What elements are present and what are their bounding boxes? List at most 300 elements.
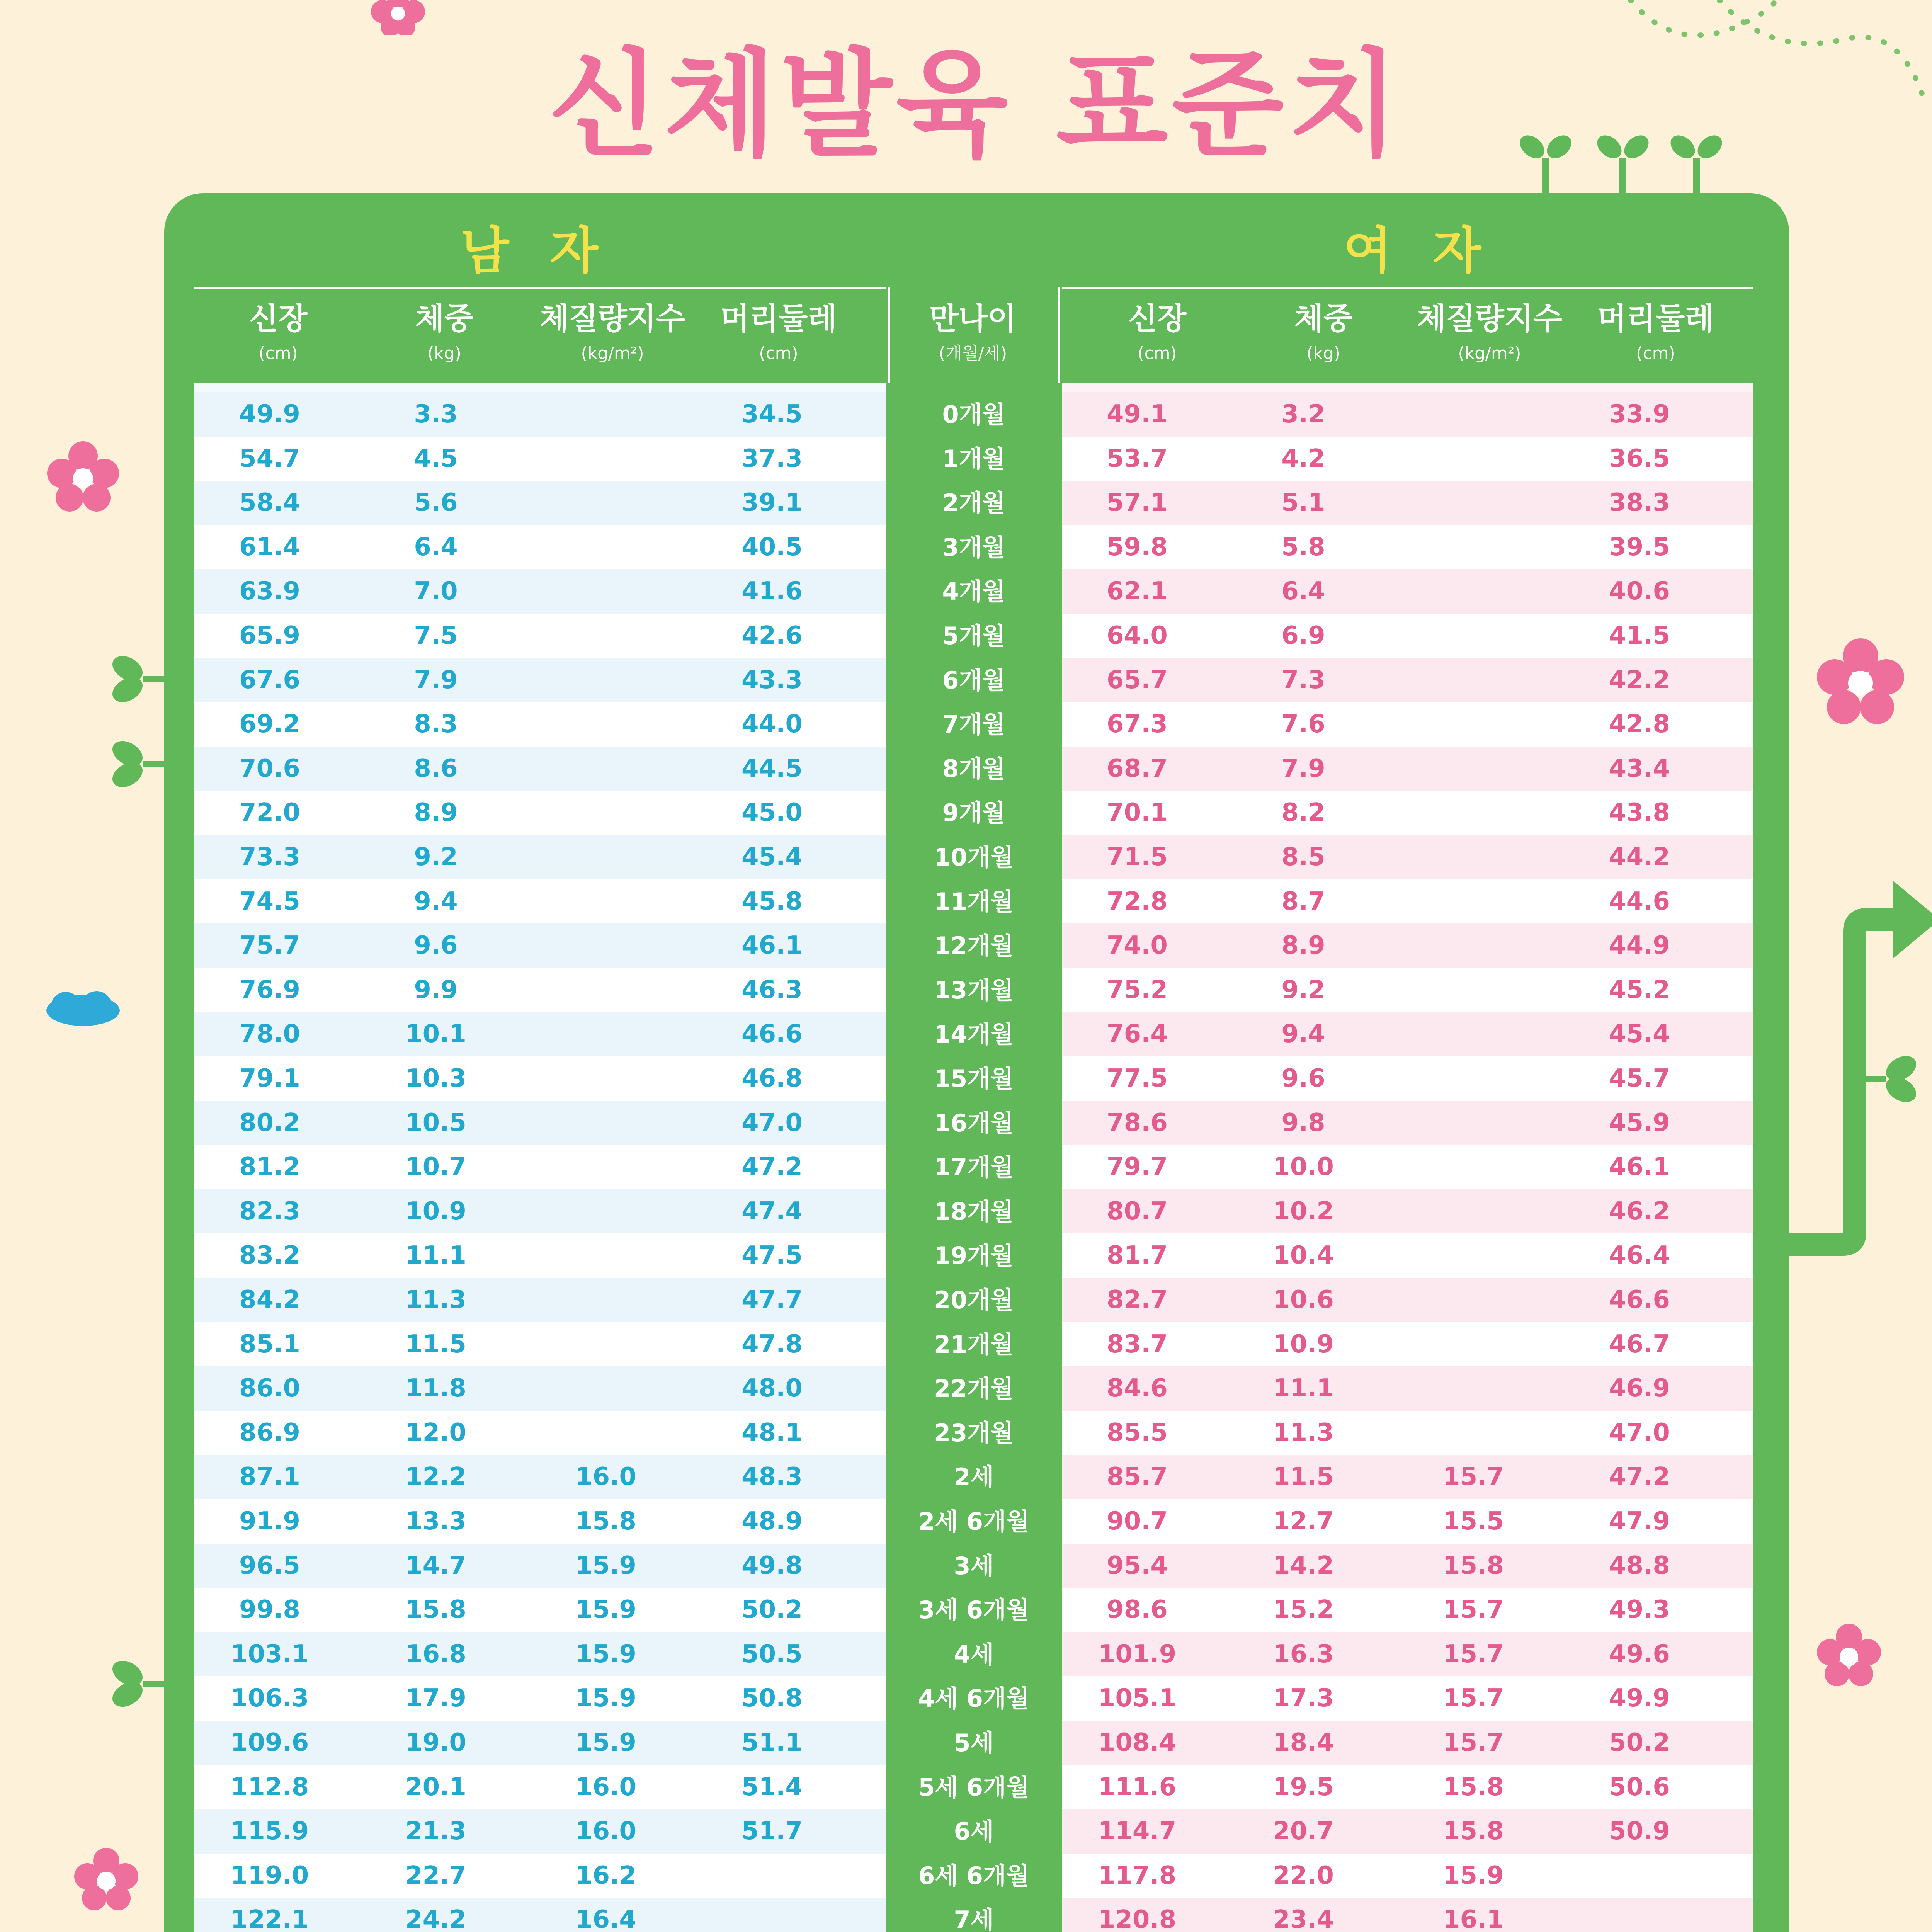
female-cell-weight: 11.1 — [1273, 1374, 1334, 1403]
female-table-row — [1062, 1233, 1753, 1278]
female-cell-bmi — [1406, 569, 1541, 614]
age-label: 0개월 — [942, 400, 1005, 429]
age-label: 5개월 — [942, 622, 1005, 650]
female-cell-head-circumference — [1572, 1854, 1707, 1898]
female-cell-head-circumference: 47.9 — [1609, 1507, 1670, 1536]
male-cell-head-circumference — [704, 1898, 840, 1932]
male-cell-weight: 15.8 — [405, 1595, 466, 1624]
female-cell-weight: 4.2 — [1281, 444, 1325, 473]
female-cell-height: 80.7 — [1107, 1197, 1168, 1226]
female-cell-weight: 5.8 — [1281, 532, 1325, 561]
female-header-bmi — [1412, 298, 1567, 367]
female-table-row — [1062, 1101, 1753, 1145]
female-cell-bmi — [1406, 1101, 1541, 1145]
female-cell-weight: 11.3 — [1273, 1418, 1334, 1447]
male-cell-height: 49.9 — [239, 400, 300, 429]
female-table-row — [1062, 1366, 1753, 1411]
male-cell-bmi — [538, 1411, 673, 1455]
female-cell-bmi — [1406, 658, 1541, 702]
male-cell-head-circumference: 46.6 — [742, 1020, 803, 1049]
female-cell-bmi: 15.7 — [1443, 1728, 1504, 1757]
male-cell-head-circumference: 50.2 — [742, 1595, 803, 1624]
female-cell-height: 68.7 — [1107, 754, 1168, 783]
female-cell-bmi — [1406, 879, 1541, 924]
male-table-row — [194, 481, 886, 525]
male-cell-head-circumference: 48.1 — [742, 1418, 803, 1447]
male-table-row — [194, 1588, 886, 1632]
female-cell-height: 75.2 — [1107, 975, 1168, 1004]
female-cell-head-circumference: 38.3 — [1609, 488, 1670, 517]
male-cell-head-circumference: 43.3 — [742, 665, 803, 694]
age-label: 2세 — [954, 1463, 994, 1492]
male-cell-bmi — [538, 1233, 673, 1278]
header-label: 머리둘레 — [720, 301, 837, 336]
female-cell-bmi — [1406, 614, 1541, 658]
female-cell-weight: 18.4 — [1273, 1728, 1334, 1757]
female-cell-head-circumference: 39.5 — [1609, 532, 1670, 561]
female-table-row — [1062, 747, 1753, 791]
female-cell-bmi: 15.7 — [1443, 1684, 1504, 1713]
header-label: 체질량지수 — [1417, 301, 1563, 336]
age-label: 13개월 — [934, 976, 1014, 1004]
age-label: 10개월 — [934, 843, 1014, 871]
male-cell-head-circumference: 47.2 — [742, 1153, 803, 1182]
male-cell-bmi — [538, 1012, 673, 1056]
male-cell-head-circumference: 49.8 — [742, 1551, 803, 1580]
female-cell-bmi — [1406, 1322, 1541, 1367]
female-cell-bmi: 15.5 — [1443, 1507, 1504, 1536]
female-cell-bmi: 15.8 — [1443, 1772, 1504, 1801]
female-cell-weight: 22.0 — [1273, 1861, 1334, 1890]
male-cell-bmi — [538, 923, 673, 968]
female-header-divider — [1062, 287, 1753, 289]
male-cell-height: 82.3 — [239, 1197, 300, 1226]
female-cell-head-circumference: 41.5 — [1609, 621, 1670, 650]
male-cell-head-circumference: 34.5 — [742, 400, 803, 429]
male-cell-weight: 11.5 — [405, 1330, 466, 1359]
male-cell-weight: 9.9 — [414, 975, 458, 1004]
female-cell-height: 101.9 — [1098, 1639, 1177, 1668]
female-cell-height: 59.8 — [1107, 532, 1168, 561]
female-cell-head-circumference — [1572, 1898, 1707, 1932]
female-table-row — [1062, 835, 1753, 879]
male-table-row — [194, 835, 886, 879]
male-table-row — [194, 923, 886, 968]
header-unit: (kg) — [427, 344, 461, 363]
sprout-icons — [1507, 128, 1739, 197]
male-cell-height: 67.6 — [239, 665, 300, 694]
female-cell-height: 83.7 — [1107, 1330, 1168, 1359]
male-cell-height: 87.1 — [239, 1463, 300, 1492]
flower-icon — [73, 1847, 139, 1913]
male-table-row — [194, 1101, 886, 1145]
male-cell-height: 86.0 — [239, 1374, 300, 1403]
male-cell-bmi — [538, 747, 673, 791]
male-cell-bmi — [538, 392, 673, 437]
male-cell-height: 84.2 — [239, 1286, 300, 1314]
female-cell-weight: 7.6 — [1281, 710, 1325, 739]
female-cell-height: 105.1 — [1098, 1684, 1177, 1713]
female-cell-weight: 11.5 — [1273, 1463, 1334, 1492]
female-table-row — [1062, 437, 1753, 481]
male-cell-weight: 7.5 — [414, 621, 458, 650]
female-cell-weight: 8.5 — [1281, 843, 1325, 871]
female-cell-head-circumference: 46.7 — [1609, 1330, 1670, 1359]
male-table-row — [194, 1765, 886, 1810]
female-cell-bmi — [1406, 1145, 1541, 1189]
sprout-left-icons — [104, 641, 166, 1723]
female-cell-head-circumference: 49.9 — [1609, 1684, 1670, 1713]
male-header-bmi — [535, 298, 690, 367]
female-cell-weight: 17.3 — [1273, 1684, 1334, 1713]
female-cell-bmi — [1406, 481, 1541, 525]
female-table-row — [1062, 1632, 1753, 1677]
female-cell-weight: 10.2 — [1273, 1197, 1334, 1226]
female-table-row — [1062, 481, 1753, 525]
male-cell-weight: 20.1 — [405, 1772, 466, 1801]
male-cell-weight: 12.0 — [405, 1418, 466, 1447]
male-cell-head-circumference: 39.1 — [742, 488, 803, 517]
header-unit: (kg/m²) — [581, 344, 644, 363]
female-cell-bmi — [1406, 525, 1541, 570]
age-label: 6세 — [954, 1817, 994, 1846]
male-cell-weight: 3.3 — [414, 400, 458, 429]
flower-icon — [1816, 1623, 1882, 1689]
male-cell-bmi — [538, 835, 673, 879]
male-cell-head-circumference: 45.4 — [742, 843, 803, 871]
female-cell-head-circumference: 46.9 — [1609, 1374, 1670, 1403]
female-cell-weight: 9.6 — [1281, 1064, 1325, 1093]
female-cell-weight: 8.2 — [1281, 798, 1325, 827]
female-cell-height: 85.5 — [1107, 1418, 1168, 1447]
male-cell-height: 115.9 — [230, 1817, 309, 1846]
female-cell-head-circumference: 46.2 — [1609, 1197, 1670, 1226]
male-cell-bmi — [538, 1189, 673, 1234]
male-cell-height: 99.8 — [239, 1595, 300, 1624]
female-header-head-circumference — [1578, 298, 1733, 367]
male-table-row — [194, 1233, 886, 1278]
age-label: 17개월 — [934, 1153, 1014, 1182]
male-cell-bmi: 15.8 — [575, 1507, 636, 1536]
male-cell-height: 119.0 — [230, 1861, 309, 1890]
flower-icon — [371, 0, 425, 35]
male-table-row — [194, 1145, 886, 1189]
male-cell-height: 112.8 — [230, 1772, 309, 1801]
female-cell-head-circumference: 45.7 — [1609, 1064, 1670, 1093]
male-cell-head-circumference: 47.7 — [742, 1286, 803, 1314]
male-cell-height: 83.2 — [239, 1241, 300, 1270]
female-cell-head-circumference: 47.2 — [1609, 1463, 1670, 1492]
male-cell-height: 106.3 — [230, 1684, 309, 1713]
male-cell-head-circumference: 50.8 — [742, 1684, 803, 1713]
male-cell-weight: 21.3 — [405, 1817, 466, 1846]
male-cell-height: 81.2 — [239, 1153, 300, 1182]
male-table-row — [194, 392, 886, 437]
male-table-row — [194, 879, 886, 924]
female-cell-head-circumference: 49.6 — [1609, 1639, 1670, 1668]
female-cell-weight: 19.5 — [1273, 1772, 1334, 1801]
female-cell-bmi — [1406, 392, 1541, 437]
female-cell-head-circumference: 47.0 — [1609, 1418, 1670, 1447]
female-cell-height: 67.3 — [1107, 710, 1168, 739]
male-cell-height: 75.7 — [239, 931, 300, 960]
male-cell-weight: 24.2 — [405, 1905, 466, 1932]
female-cell-weight: 6.9 — [1281, 621, 1325, 650]
male-header-head-circumference — [701, 298, 856, 367]
age-label: 16개월 — [934, 1109, 1014, 1137]
female-header-height — [1080, 298, 1235, 367]
female-table-row — [1062, 968, 1753, 1012]
male-cell-bmi — [538, 525, 673, 570]
female-cell-head-circumference: 45.4 — [1609, 1020, 1670, 1049]
male-table-row — [194, 1676, 886, 1721]
male-cell-bmi: 15.9 — [575, 1551, 636, 1580]
male-table-row — [194, 1411, 886, 1455]
male-table-row — [194, 791, 886, 835]
female-cell-bmi: 15.7 — [1443, 1595, 1504, 1624]
male-cell-height: 76.9 — [239, 975, 300, 1004]
male-cell-weight: 7.0 — [414, 577, 458, 606]
male-cell-bmi — [538, 437, 673, 481]
female-cell-head-circumference: 48.8 — [1609, 1551, 1670, 1580]
female-cell-height: 49.1 — [1107, 400, 1168, 429]
male-cell-height: 58.4 — [239, 488, 300, 517]
female-cell-height: 84.6 — [1107, 1374, 1168, 1403]
female-cell-bmi — [1406, 1366, 1541, 1411]
age-label: 3세 — [954, 1551, 994, 1580]
female-table-row — [1062, 702, 1753, 747]
male-cell-height: 80.2 — [239, 1108, 300, 1137]
male-cell-height: 79.1 — [239, 1064, 300, 1093]
male-table-row — [194, 968, 886, 1012]
female-cell-head-circumference: 49.3 — [1609, 1595, 1670, 1624]
male-cell-head-circumference: 37.3 — [742, 444, 803, 473]
header-label: 체질량지수 — [539, 301, 685, 336]
age-label: 6개월 — [942, 666, 1005, 694]
female-table-row — [1062, 1189, 1753, 1234]
age-label: 5세 — [954, 1729, 994, 1757]
female-cell-height: 74.0 — [1107, 931, 1168, 960]
female-cell-bmi — [1406, 1233, 1541, 1278]
female-cell-weight: 10.0 — [1273, 1153, 1334, 1182]
female-cell-head-circumference: 44.6 — [1609, 887, 1670, 916]
male-cell-bmi — [538, 481, 673, 525]
female-table-row — [1062, 791, 1753, 835]
male-cell-bmi: 15.9 — [575, 1728, 636, 1757]
male-table-row — [194, 1809, 886, 1854]
age-label: 21개월 — [934, 1330, 1014, 1359]
female-cell-height: 82.7 — [1107, 1286, 1168, 1314]
age-label: 1개월 — [942, 444, 1005, 473]
male-cell-height: 91.9 — [239, 1507, 300, 1536]
male-cell-bmi — [538, 702, 673, 747]
female-cell-weight: 3.2 — [1281, 400, 1325, 429]
header-label: 머리둘레 — [1597, 301, 1714, 336]
male-cell-bmi: 16.0 — [575, 1817, 636, 1846]
female-cell-height: 71.5 — [1107, 843, 1168, 871]
age-label: 3세 6개월 — [918, 1596, 1029, 1624]
header-label: 체중 — [415, 301, 474, 336]
male-cell-bmi: 15.9 — [575, 1595, 636, 1624]
female-cell-height: 76.4 — [1107, 1020, 1168, 1049]
female-table-row — [1062, 1765, 1753, 1810]
age-label: 5세 6개월 — [918, 1773, 1029, 1801]
female-cell-head-circumference: 46.6 — [1609, 1286, 1670, 1314]
male-cell-height: 109.6 — [230, 1728, 309, 1757]
dotted-swirl-decoration — [1623, 0, 1932, 116]
male-header-divider — [194, 287, 886, 289]
male-table-row — [194, 1278, 886, 1322]
female-table-row — [1062, 1145, 1753, 1189]
age-column-divider-right — [1058, 287, 1060, 383]
male-cell-weight: 10.7 — [405, 1153, 466, 1182]
female-table-row — [1062, 614, 1753, 658]
age-label: 19개월 — [934, 1242, 1014, 1270]
female-cell-height: 78.6 — [1107, 1108, 1168, 1137]
female-table-row — [1062, 1056, 1753, 1101]
female-cell-head-circumference: 33.9 — [1609, 400, 1670, 429]
header-unit: (cm) — [1636, 344, 1675, 363]
female-cell-bmi — [1406, 835, 1541, 879]
male-table-row — [194, 614, 886, 658]
female-cell-bmi — [1406, 1189, 1541, 1234]
male-table-row — [194, 1189, 886, 1234]
female-cell-height: 90.7 — [1107, 1507, 1168, 1536]
age-label: 3개월 — [942, 533, 1005, 561]
header-label: 신장 — [1128, 301, 1187, 336]
female-table-row — [1062, 392, 1753, 437]
female-cell-bmi: 15.8 — [1443, 1817, 1504, 1846]
female-cell-height: 117.8 — [1098, 1861, 1177, 1890]
female-table-row — [1062, 1499, 1753, 1544]
male-cell-weight: 10.5 — [405, 1108, 466, 1137]
age-label: 6세 6개월 — [918, 1861, 1029, 1890]
age-column-divider-left — [888, 287, 890, 383]
male-cell-bmi — [538, 1278, 673, 1322]
female-cell-weight: 9.8 — [1281, 1108, 1325, 1137]
male-cell-weight: 11.8 — [405, 1374, 466, 1403]
female-cell-head-circumference: 45.9 — [1609, 1108, 1670, 1137]
female-cell-weight: 23.4 — [1273, 1905, 1334, 1932]
male-cell-head-circumference: 51.1 — [742, 1728, 803, 1757]
female-header-weight — [1246, 298, 1401, 367]
male-cell-height: 70.6 — [239, 754, 300, 783]
male-cell-bmi — [538, 1056, 673, 1101]
female-cell-head-circumference: 42.2 — [1609, 665, 1670, 694]
male-cell-head-circumference: 47.5 — [742, 1241, 803, 1270]
male-cell-weight: 5.6 — [414, 488, 458, 517]
header-label: 체중 — [1294, 301, 1353, 336]
male-cell-bmi — [538, 791, 673, 835]
age-label: 4세 — [954, 1640, 994, 1668]
male-cell-bmi: 15.9 — [575, 1639, 636, 1668]
male-cell-weight: 11.1 — [405, 1241, 466, 1270]
male-cell-head-circumference: 48.0 — [742, 1374, 803, 1403]
female-cell-weight: 8.7 — [1281, 887, 1325, 916]
female-table-row — [1062, 1721, 1753, 1765]
female-cell-head-circumference: 40.6 — [1609, 577, 1670, 606]
female-cell-head-circumference: 45.2 — [1609, 975, 1670, 1004]
male-cell-bmi: 16.0 — [575, 1772, 636, 1801]
female-table-row — [1062, 569, 1753, 614]
page-title: 신체발육 표준치 — [548, 37, 1404, 172]
age-label: 15개월 — [934, 1065, 1014, 1093]
female-table-row — [1062, 658, 1753, 702]
female-cell-height: 108.4 — [1098, 1728, 1177, 1757]
male-cell-head-circumference: 46.3 — [742, 975, 803, 1004]
female-cell-height: 81.7 — [1107, 1241, 1168, 1270]
age-label: 9개월 — [942, 799, 1005, 827]
female-cell-weight: 12.7 — [1273, 1507, 1334, 1536]
male-cell-weight: 9.4 — [414, 887, 458, 916]
female-cell-head-circumference: 44.9 — [1609, 931, 1670, 960]
age-label: 23개월 — [934, 1418, 1014, 1447]
female-cell-height: 70.1 — [1107, 798, 1168, 827]
male-table-row — [194, 1366, 886, 1411]
female-cell-height: 77.5 — [1107, 1064, 1168, 1093]
male-cell-height: 63.9 — [239, 577, 300, 606]
female-cell-weight: 10.9 — [1273, 1330, 1334, 1359]
male-cell-height: 61.4 — [239, 532, 300, 561]
male-cell-bmi: 15.9 — [575, 1684, 636, 1713]
flower-icon — [46, 440, 120, 514]
female-table-row — [1062, 879, 1753, 924]
female-cell-bmi: 16.1 — [1443, 1905, 1504, 1932]
male-table-row — [194, 747, 886, 791]
female-cell-head-circumference: 50.2 — [1609, 1728, 1670, 1757]
male-cell-bmi — [538, 1366, 673, 1411]
female-label: 여 자 — [1343, 221, 1493, 280]
female-cell-bmi: 15.7 — [1443, 1639, 1504, 1668]
female-cell-height: 53.7 — [1107, 444, 1168, 473]
female-cell-weight: 20.7 — [1273, 1817, 1334, 1846]
female-table-row — [1062, 1322, 1753, 1367]
male-cell-weight: 10.1 — [405, 1020, 466, 1049]
male-cell-height: 85.1 — [239, 1330, 300, 1359]
female-cell-bmi — [1406, 702, 1541, 747]
female-table-row — [1062, 1809, 1753, 1854]
male-cell-height: 78.0 — [239, 1020, 300, 1049]
male-cell-height: 54.7 — [239, 444, 300, 473]
male-cell-head-circumference: 48.9 — [742, 1507, 803, 1536]
age-label: 7세 — [954, 1906, 994, 1932]
age-label: 8개월 — [942, 754, 1005, 783]
female-cell-bmi: 15.9 — [1443, 1861, 1504, 1890]
male-table-row — [194, 569, 886, 614]
female-cell-head-circumference: 50.9 — [1609, 1817, 1670, 1846]
male-cell-height: 96.5 — [239, 1551, 300, 1580]
male-table-row — [194, 1322, 886, 1367]
female-cell-height: 85.7 — [1107, 1463, 1168, 1492]
male-table-row — [194, 1898, 886, 1932]
male-table-row — [194, 658, 886, 702]
male-cell-weight: 19.0 — [405, 1728, 466, 1757]
female-cell-weight: 14.2 — [1273, 1551, 1334, 1580]
male-table-row — [194, 525, 886, 570]
header-unit: (cm) — [759, 344, 798, 363]
male-cell-weight: 8.3 — [414, 710, 458, 739]
female-cell-height: 95.4 — [1107, 1551, 1168, 1580]
age-header — [896, 298, 1050, 367]
arrow-right-decoration — [1785, 866, 1932, 1260]
age-label: 4세 6개월 — [918, 1684, 1029, 1713]
header-unit: (cm) — [1138, 344, 1177, 363]
female-cell-weight: 7.9 — [1281, 754, 1325, 783]
male-cell-bmi: 16.4 — [575, 1905, 636, 1932]
female-cell-height: 114.7 — [1098, 1817, 1177, 1846]
male-cell-weight: 17.9 — [405, 1684, 466, 1713]
header-unit: (개월/세) — [939, 344, 1007, 363]
